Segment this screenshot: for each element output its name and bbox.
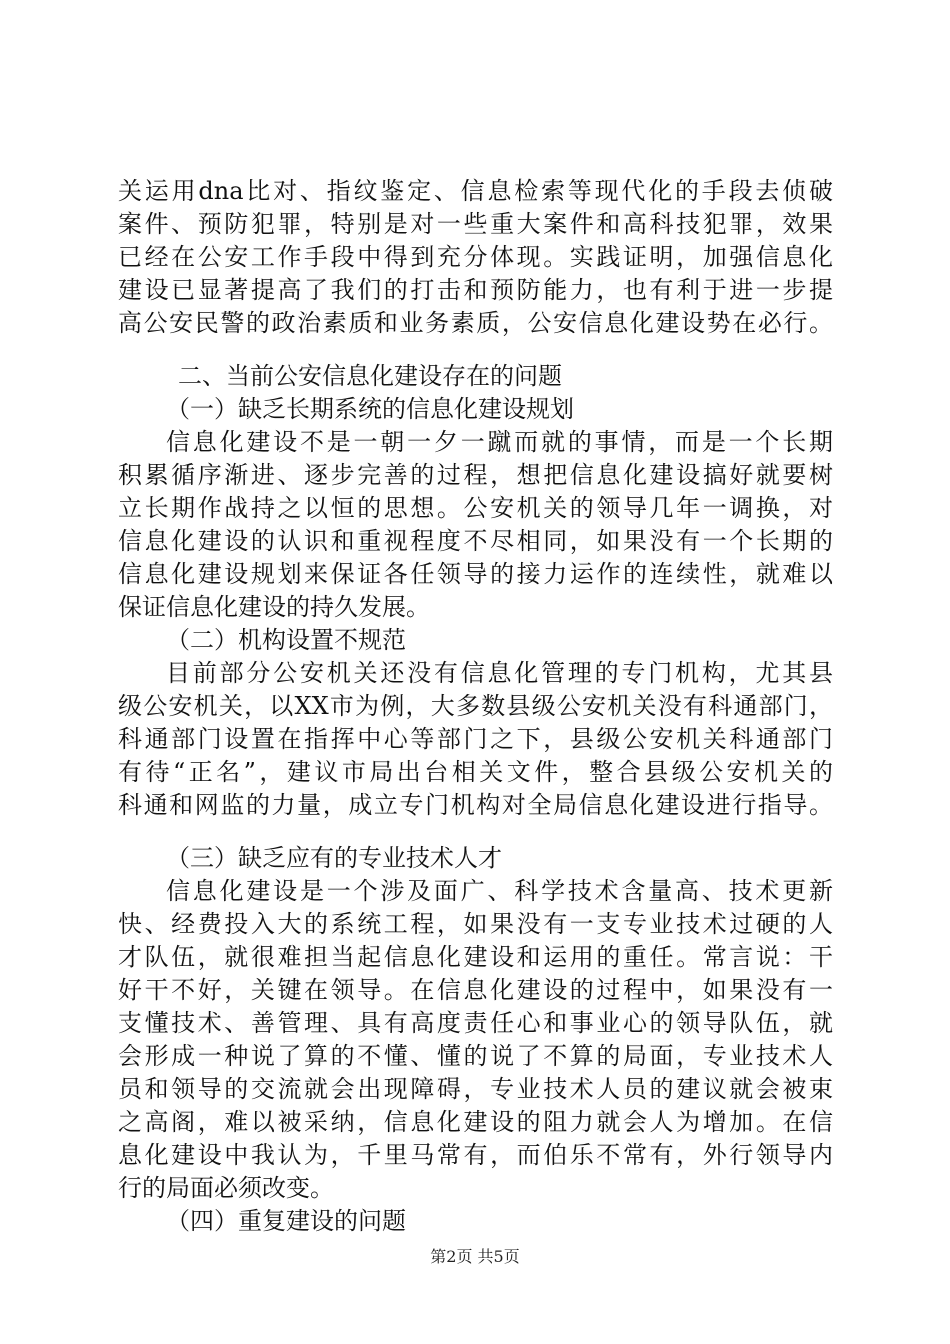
text-line: 信息化建设的认识和重视程度不尽相同，如果没有一个长期的 [118, 527, 833, 555]
text-line: 才队伍，就很难担当起信息化建设和运用的重任。常言说：干 [118, 943, 833, 971]
paragraph-2 [118, 657, 833, 822]
text-line: 案件、预防犯罪，特别是对一些重大案件和高科技犯罪，效果 [118, 210, 833, 238]
text-line: 支懂技术、善管理、具有高度责任心和事业心的领导队伍，就 [118, 1009, 833, 1037]
text-line: 快、经费投入大的系统工程，如果没有一支专业技术过硬的人 [118, 910, 833, 938]
paragraph-3 [118, 875, 833, 1205]
text-line: 高公安民警的政治素质和业务素质，公安信息化建设势在必行。 [118, 309, 833, 337]
text-line: 建设已显著提高了我们的打击和预防能力，也有利于进一步提 [118, 276, 833, 304]
text-line: 科通部门设置在指挥中心等部门之下，县级公安机关科通部门 [118, 725, 833, 753]
paragraph-intro [118, 175, 833, 340]
text-line: 会形成一种说了算的不懂、懂的说了不算的局面，专业技术人 [118, 1042, 833, 1070]
text-line: 员和领导的交流就会出现障碍，专业技术人员的建议就会被束 [118, 1075, 833, 1103]
paragraph-1 [118, 426, 833, 624]
subheading-3: （三）缺乏应有的专业技术人才 [166, 844, 502, 872]
text-line: 立长期作战持之以恒的思想。公安机关的领导几年一调换，对 [118, 494, 833, 522]
section-heading-2: 二、当前公安信息化建设存在的问题 [178, 362, 562, 390]
text-line: 信息化建设规划来保证各任领导的接力运作的连续性，就难以 [118, 560, 833, 588]
text-line: 息化建设中我认为，千里马常有，而伯乐不常有，外行领导内 [118, 1141, 833, 1169]
page-number-footer: 第2页 共5页 [430, 1247, 520, 1266]
subheading-1: （一）缺乏长期系统的信息化建设规划 [166, 395, 574, 423]
text-line: 保证信息化建设的持久发展。 [118, 593, 430, 621]
text-line: 信息化建设是一个涉及面广、科学技术含量高、技术更新 [166, 877, 833, 905]
text-line: 积累循序渐进、逐步完善的过程，想把信息化建设搞好就要树 [118, 461, 833, 489]
text-line: 好干不好，关键在领导。在信息化建设的过程中，如果没有一 [118, 976, 833, 1004]
text-line: 已经在公安工作手段中得到充分体现。实践证明，加强信息化 [118, 243, 833, 271]
subheading-2: （二）机构设置不规范 [166, 626, 406, 654]
text-line: 科通和网监的力量，成立专门机构对全局信息化建设进行指导。 [118, 791, 833, 819]
text-line: 行的局面必须改变。 [118, 1174, 334, 1202]
text-line: 之高阁，难以被采纳，信息化建设的阻力就会人为增加。在信 [118, 1108, 833, 1136]
text-line: 关运用dna比对、指纹鉴定、信息检索等现代化的手段去侦破 [118, 177, 833, 205]
document-body [118, 175, 833, 1238]
text-line: 有待“正名”，建议市局出台相关文件，整合县级公安机关的 [118, 758, 833, 786]
text-line: 信息化建设不是一朝一夕一蹴而就的事情，而是一个长期 [166, 428, 833, 456]
subheading-4: （四）重复建设的问题 [166, 1207, 406, 1235]
text-line: 级公安机关，以XX市为例，大多数县级公安机关没有科通部门， [118, 692, 833, 720]
text-line: 目前部分公安机关还没有信息化管理的专门机构，尤其县 [166, 659, 833, 687]
